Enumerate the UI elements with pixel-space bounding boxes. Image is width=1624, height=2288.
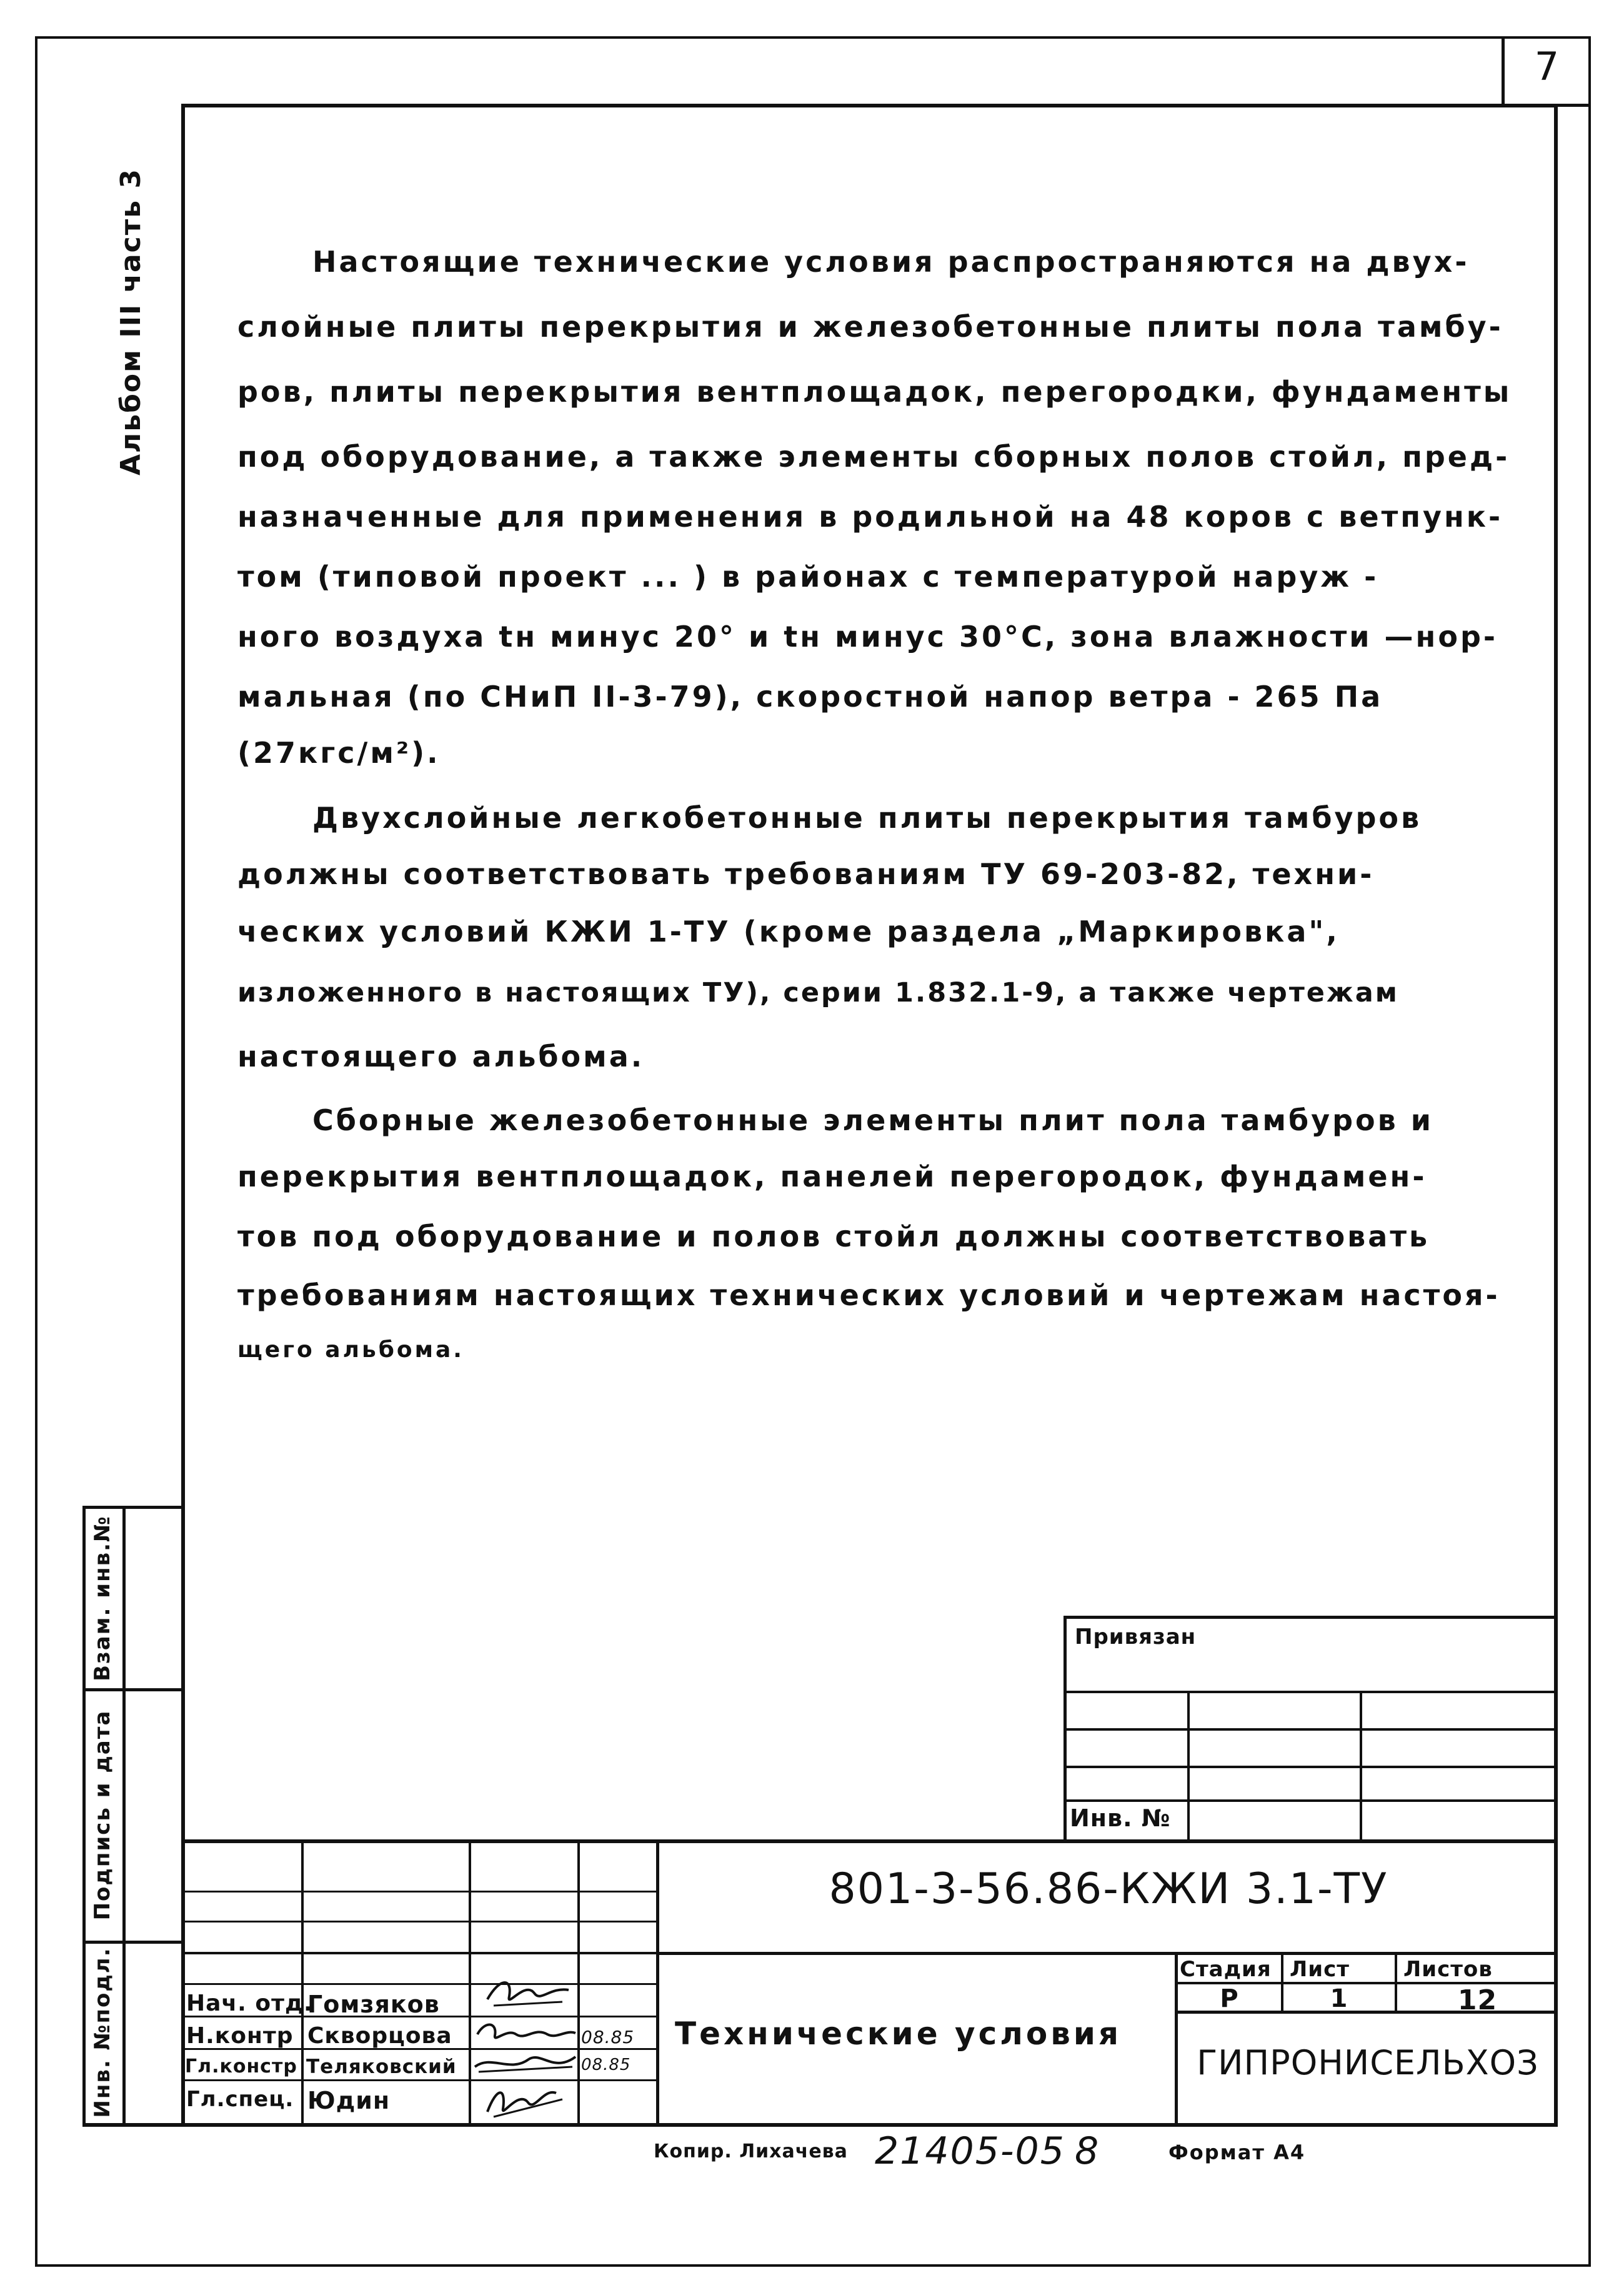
- privyazan-h1: [1064, 1691, 1558, 1693]
- outer-frame-bottom: [35, 2264, 1591, 2267]
- p3-line-3: тов под оборудование и полов стойл должны соответствовать: [237, 1220, 1430, 1253]
- footer-number: 21405-05: [875, 2129, 1065, 2173]
- document-title: Технические условия: [675, 2016, 1122, 2052]
- signature-gomzyakov: [475, 1974, 575, 2014]
- p2-line-3: ческих условий КЖИ 1-ТУ (кроме раздела „Маркировка",: [237, 915, 1340, 948]
- outer-frame-right: [1588, 36, 1591, 2267]
- inner-frame-top: [181, 104, 1556, 107]
- p1-line-7: ного воздуха tн минус 20° и tн минус 30°С, зона влажности —нор-: [237, 620, 1498, 654]
- vzam-inv-label: Взам. инв.№: [90, 1515, 115, 1681]
- tb-col-1: [301, 1839, 304, 2127]
- inner-frame-left: [181, 104, 185, 2127]
- p1-line-8: мальная (по СНиП II-3-79), скоростной напор ветра - 265 Па: [237, 680, 1383, 714]
- staff-name-2: Скворцова: [307, 2023, 452, 2049]
- tb-col-2: [469, 1839, 471, 2127]
- p2-line-5: настоящего альбома.: [237, 1040, 645, 1073]
- inner-frame-right: [1554, 104, 1558, 2127]
- stage-value: Р: [1220, 1984, 1239, 2013]
- document-code: 801-3-56.86-КЖИ 3.1-ТУ: [829, 1864, 1388, 1914]
- sheet-value: 1: [1330, 1984, 1348, 2013]
- p3-line-4: требованиям настоящих технических условий и чертежам настоя-: [237, 1278, 1500, 1312]
- p1-line-9: (27кгс/м²).: [237, 736, 441, 770]
- stage-header: Стадия: [1180, 1957, 1272, 1982]
- sheet-header: Лист: [1290, 1957, 1350, 1982]
- outer-frame-top: [35, 36, 1591, 39]
- inner-frame-bottom: [82, 2123, 1558, 2127]
- signature-yudin: [475, 2081, 575, 2123]
- footer-copied-by: Копир. Лихачева: [654, 2141, 848, 2162]
- tb-row-3: [181, 1952, 656, 1954]
- side-stamp-div2: [82, 1941, 184, 1944]
- sheets-value: 12: [1457, 1984, 1498, 2016]
- p2-line-4: изложенного в настоящих ТУ), серии 1.832.1-9, а также чертежам: [237, 977, 1399, 1008]
- tb-row-2: [181, 1921, 656, 1922]
- privyazan-title: Привязан: [1075, 1624, 1197, 1649]
- tb-code-bottom: [656, 1952, 1558, 1955]
- page-number: 7: [1534, 44, 1562, 89]
- podpis-data-label: Подпись и дата: [90, 1709, 115, 1921]
- staff-role-4: Гл.спец.: [186, 2087, 294, 2112]
- side-stamp-mid: [122, 1506, 126, 2127]
- p1-line-2: слойные плиты перекрытия и железобетонные плиты пола тамбу-: [237, 310, 1503, 344]
- tb-row-7: [181, 2079, 656, 2081]
- album-label: Альбом III часть 3: [115, 168, 147, 476]
- privyazan-inv-label: Инв. №: [1070, 1804, 1171, 1832]
- sheets-header: Листов: [1403, 1957, 1493, 1982]
- p3-line-1: Сборные железобетонные элементы плит пола тамбуров и: [312, 1103, 1433, 1137]
- privyazan-top: [1064, 1616, 1558, 1619]
- footer-format: Формат А4: [1168, 2141, 1306, 2164]
- p3-line-2: перекрытия вентплощадок, панелей перегородок, фундамен-: [237, 1160, 1427, 1193]
- staff-role-1: Нач. отд.: [186, 1991, 313, 2016]
- signature-skvortsova: [472, 2016, 579, 2048]
- staff-role-2: Н.контр: [186, 2023, 294, 2049]
- inv-podl-label: Инв. №подл.: [90, 1947, 115, 2118]
- staff-role-3: Гл.констр: [185, 2056, 297, 2077]
- staff-date-3: 08.85: [581, 2056, 631, 2074]
- signature-telyakovsky: [472, 2048, 579, 2081]
- p1-line-4: под оборудование, а также элементы сборных полов стойл, пред-: [237, 440, 1510, 474]
- privyazan-h3: [1064, 1766, 1558, 1768]
- p1-line-3: ров, плиты перекрытия вентплощадок, перегородки, фундаменты: [237, 375, 1512, 409]
- outer-frame-left: [35, 36, 37, 2267]
- staff-name-1: Гомзяков: [307, 1991, 440, 2018]
- tb-top: [181, 1839, 1558, 1843]
- p2-line-1: Двухслойные легкобетонные плиты перекрытия тамбуров: [312, 801, 1422, 835]
- side-stamp-left: [82, 1506, 86, 2127]
- privyazan-v1: [1187, 1691, 1190, 1841]
- p3-line-5: щего альбома.: [237, 1337, 464, 1363]
- footer-sheet-index: 8: [1075, 2129, 1101, 2173]
- p1-line-6: том (типовой проект ... ) в районах с температурой наруж -: [237, 560, 1379, 594]
- tb-row-4: [181, 1983, 656, 1985]
- organization-name: ГИПРОНИСЕЛЬХОЗ: [1197, 2043, 1539, 2082]
- staff-name-3: Теляковский: [306, 2056, 457, 2078]
- privyazan-v2: [1360, 1691, 1362, 1841]
- p2-line-2: должны соответствовать требованиям ТУ 69-203-82, техни-: [237, 857, 1375, 891]
- p1-line-1: Настоящие технические условия распространяются на двух-: [312, 245, 1470, 279]
- privyazan-h2: [1064, 1728, 1558, 1731]
- tb-row-1: [181, 1891, 656, 1893]
- p1-line-5: назначенные для применения в родильной на 48 коров с ветпунк-: [237, 500, 1503, 534]
- privyazan-h4: [1064, 1799, 1558, 1802]
- staff-name-4: Юдин: [307, 2087, 391, 2114]
- tb-stage-left: [1175, 1952, 1178, 2127]
- staff-date-2: 08.85: [581, 2027, 635, 2047]
- tb-col-3: [577, 1839, 580, 2127]
